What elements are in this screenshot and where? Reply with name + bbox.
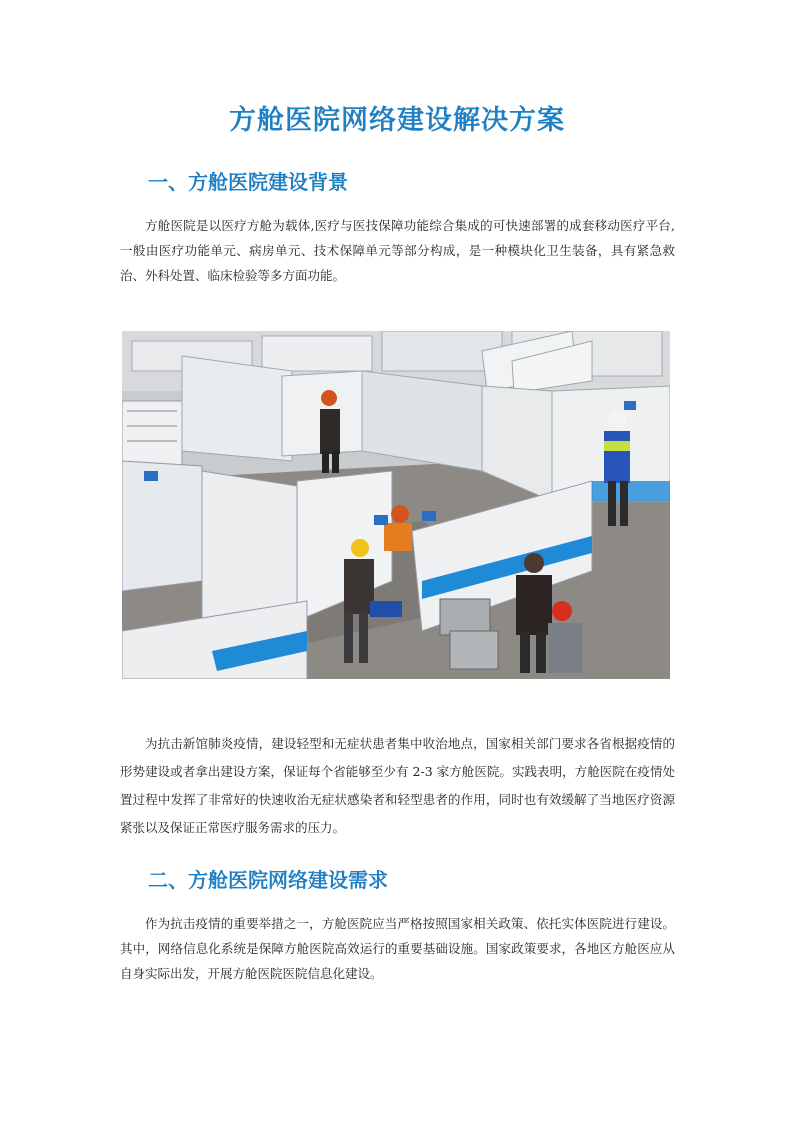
paragraph-background: 方舱医院是以医疗方舱为载体,医疗与医技保障功能综合集成的可快速部署的成套移动医疗平台,一般由医疗功能单元、病房单元、技术保障单元等部分构成，是一种模块化卫生装备，具有紧急救治、外科处置、临床检验等多方面功能。 — [120, 218, 675, 283]
page-title: 方舱医院网络建设解决方案 — [229, 105, 565, 136]
paragraph-network-needs: 作为抗击疫情的重要举措之一，方舱医院应当严格按照国家相关政策、依托实体医院进行建设。其中，网络信息化系统是保障方舱医院高效运行的重要基础设施。国家政策要求，各地区方舱医应从自身实际出发，开展方舱医院医院信息化建设。 — [120, 916, 675, 981]
section-heading-background: 一、方舱医院建设背景 — [148, 170, 348, 194]
construction-photo — [122, 331, 670, 679]
section-heading-network-needs: 二、方舱医院网络建设需求 — [148, 868, 388, 892]
paragraph-epidemic: 为抗击新馆肺炎疫情，建设轻型和无症状患者集中收治地点，国家相关部门要求各省根据疫情的形势建设或者拿出建设方案，保证每个省能够至少有 2-3 家方舱医院。实践表明，方舱医院在疫情处置过程中发挥了非常好的快速收治无症状感染者和轻型患者的作用，同时也有效缓解了当地医疗资源紧张以及保证正常医疗服务需求的压力。 — [120, 736, 675, 835]
